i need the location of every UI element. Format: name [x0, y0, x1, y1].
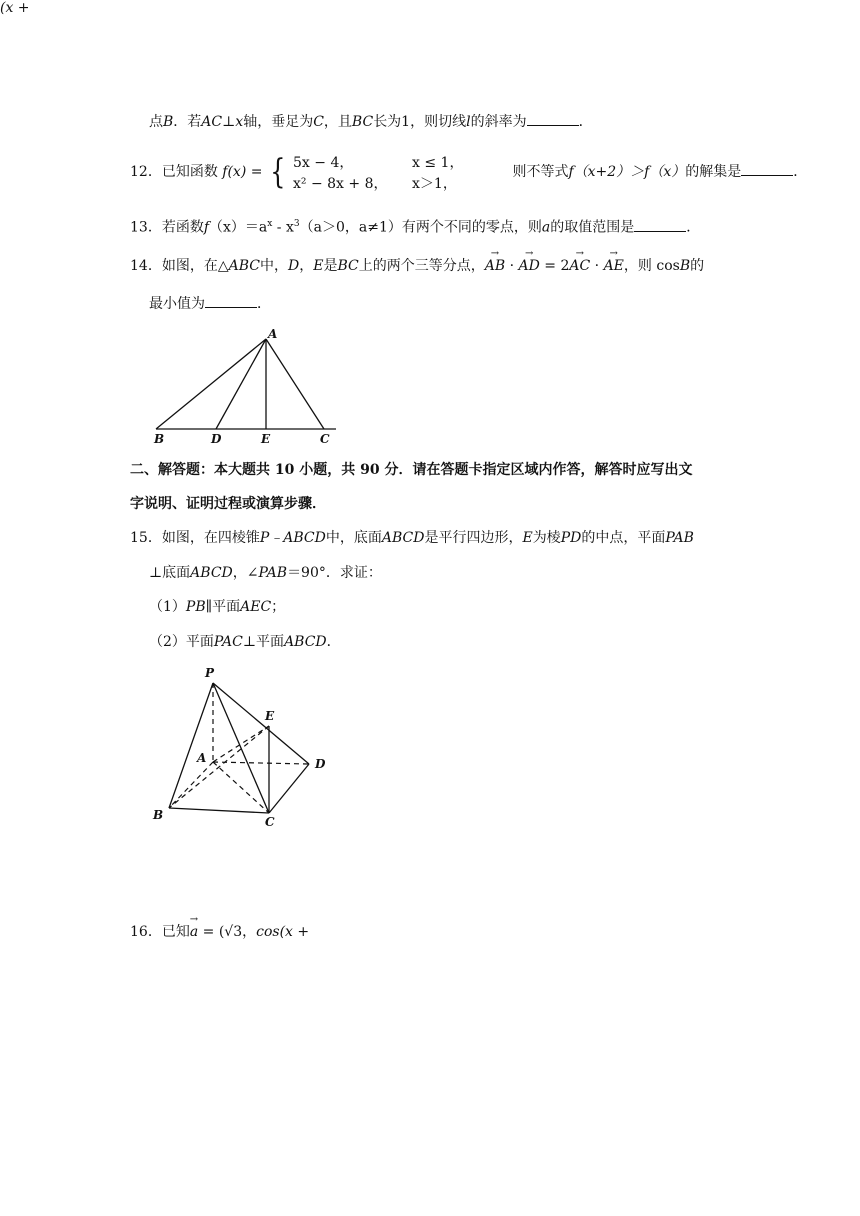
- label-A: A: [268, 327, 278, 341]
- label-B: B: [154, 432, 165, 446]
- question-15-line2: ⊥底面ABCD，∠PAB＝90°．求证：: [149, 565, 382, 581]
- label-E: E: [261, 432, 271, 446]
- label-B: B: [153, 808, 164, 822]
- section-heading-line2: 字说明、证明过程或演算步骤．: [130, 496, 326, 512]
- q11-tail-line: 点B．若AC⊥x轴，垂足为C，且BC长为1，则切线l的斜率为 ．: [149, 111, 593, 132]
- question-12: 12．已知函数 f(x) = { 5x − 4， x ≤ 1， x² − 8x + 8， x＞1， 则不等式f（x+2）＞f（x）的解集是 ．: [130, 152, 808, 192]
- label-D: D: [211, 432, 222, 446]
- question-16: 16．已知→ a = (√3，cos(x +: [130, 917, 309, 947]
- question-14-line2: 最小值为 ．: [149, 293, 271, 314]
- label-C: C: [265, 815, 275, 829]
- question-15-part2: （2）平面PAC⊥平面ABCD．: [149, 634, 341, 650]
- question-15-part1: （1）PB∥平面AEC；: [149, 599, 286, 615]
- label-D: D: [315, 757, 326, 771]
- pyramid-figure: [145, 658, 345, 833]
- question-13: 13．若函数$f(x)=a^x - x^3(a>0$，a≠1）有两个不同的零点，则a的取值范围是 ．: [130, 214, 700, 238]
- question-15: 15．如图，在四棱锥P﹣ABCD中，底面ABCD是平行四边形，E为棱PD的中点，平面PAB: [130, 530, 694, 546]
- label-C: C: [320, 432, 330, 446]
- answer-blank: [527, 111, 579, 126]
- label-E: E: [265, 709, 275, 723]
- label-A: A: [197, 751, 207, 765]
- question-14: 14．如图，在△ABC中，D，E是BC上的两个三等分点，→ AB · → AD = 2→ AC · → AE，则 cosB的: [130, 256, 704, 276]
- triangle-figure: [140, 325, 350, 450]
- section-heading: 二、解答题：本大题共 10 小题，共 90 分．请在答题卡指定区域内作答，解答时应写出文: [130, 462, 693, 478]
- answer-blank: [741, 161, 793, 176]
- answer-blank: [205, 293, 257, 308]
- label-P: P: [205, 666, 215, 680]
- answer-blank: [634, 217, 686, 232]
